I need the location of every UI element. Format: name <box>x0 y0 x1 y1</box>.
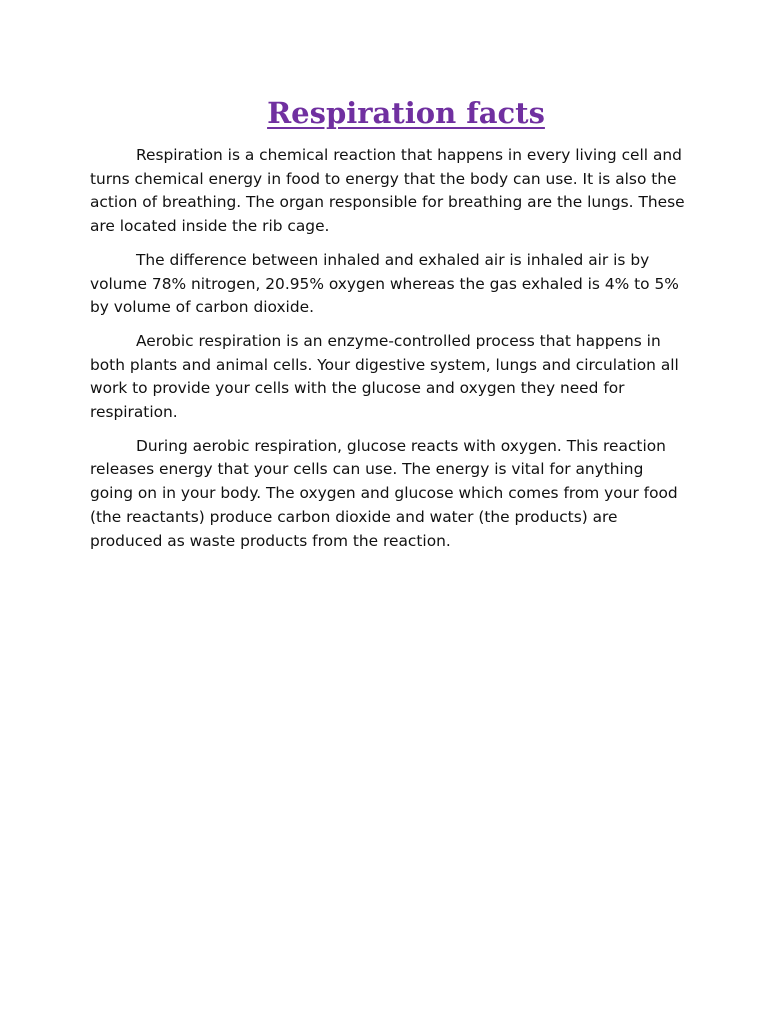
paragraph-respiration-definition: Respiration is a chemical reaction that happens in every living cell and turns chemical energy in food to energy that the body can use. It is also the action of breathing. The organ responsible for breathing are the lungs. These are located inside the rib cage. <box>90 146 685 236</box>
document-body <box>90 144 690 563</box>
document-title: Respiration facts <box>267 96 545 130</box>
paragraph-aerobic-respiration: Aerobic respiration is an enzyme-controlled process that happens in both plants and animal cells. Your digestive system, lungs and circulation all work to provide your cells with the glucose and oxygen they need for respiration. <box>90 331 679 422</box>
paragraph-inhaled-exhaled-air: The difference between inhaled and exhaled air is inhaled air is by volume 78% nitrogen, 20.95% oxygen whereas the gas exhaled is 4% to 5% by volume of carbon dioxide. <box>90 250 679 317</box>
paragraph-glucose-oxygen-reaction: During aerobic respiration, glucose reacts with oxygen. This reaction releases energy that your cells can use. The energy is vital for anything going on in your body. The oxygen and glucose which comes from your food (the reactants) produce carbon dioxide and water (the products) are produced as waste products from the reaction. <box>90 436 678 550</box>
